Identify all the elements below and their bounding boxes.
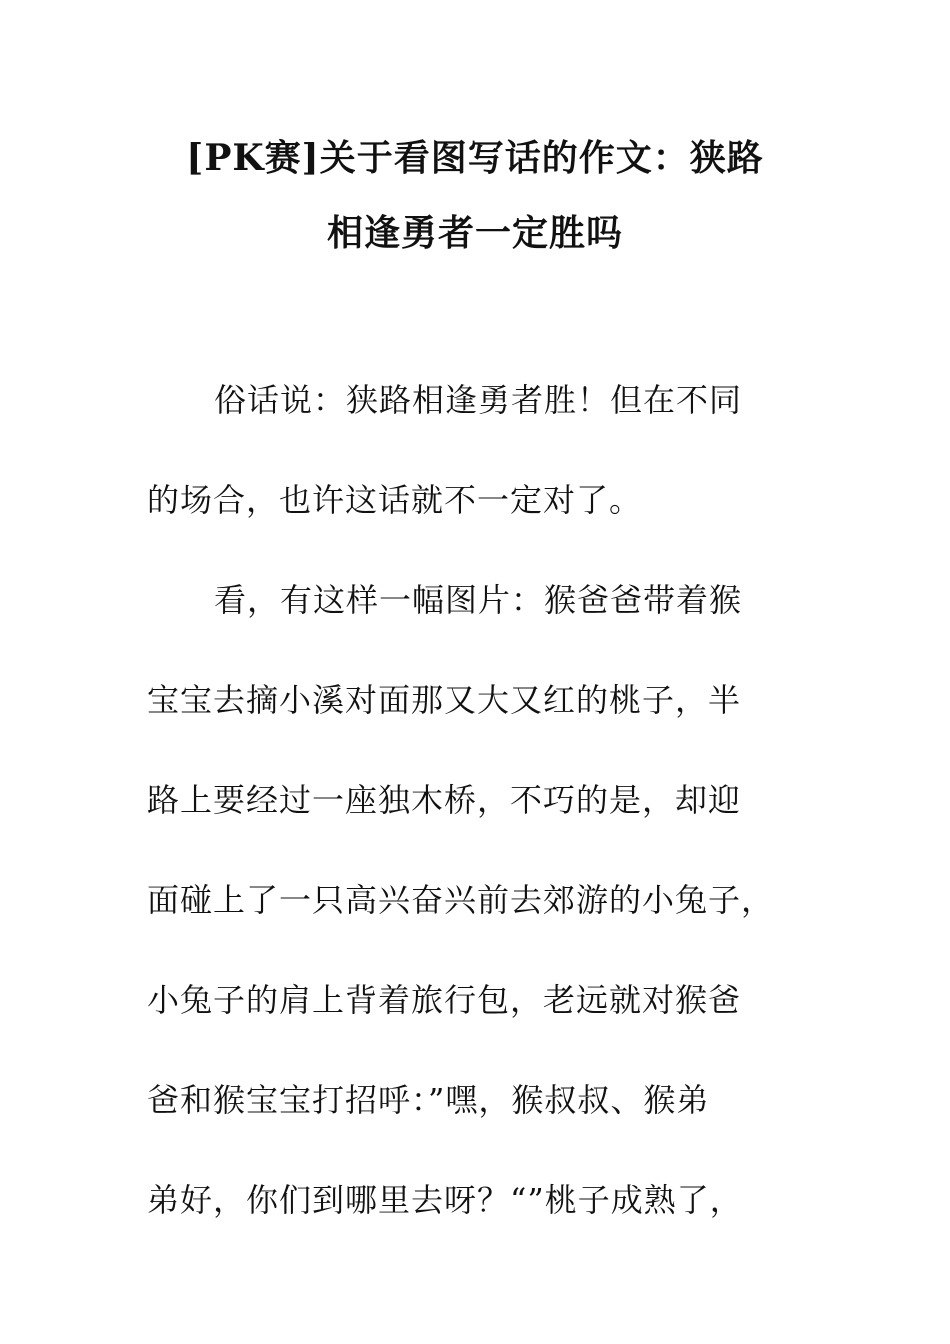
body-line-1: 俗话说：狭路相逢勇者胜！但在不同 (214, 381, 743, 419)
body-line-4: 宝宝去摘小溪对面那又大又红的桃子，半 (147, 681, 742, 719)
title-line-2: 相逢勇者一定胜吗 (326, 212, 623, 254)
body-line-2: 的场合，也许这话就不一定对了。 (147, 481, 643, 519)
body-line-6: 面碰上了一只高兴奋兴前去郊游的小兔子， (147, 881, 775, 919)
body-line-9: 弟好，你们到哪里去呀？“”桃子成熟了， (147, 1181, 743, 1219)
body-line-5: 路上要经过一座独木桥，不巧的是，却迎 (147, 781, 742, 819)
body-line-3: 看，有这样一幅图片：猴爸爸带着猴 (214, 581, 743, 619)
title-line-1: [PK赛]关于看图写话的作文：狭路 (186, 137, 764, 179)
body-line-8: 爸和猴宝宝打招呼：”嘿，猴叔叔、猴弟 (147, 1081, 710, 1119)
body-line-7: 小兔子的肩上背着旅行包，老远就对猴爸 (147, 981, 742, 1019)
